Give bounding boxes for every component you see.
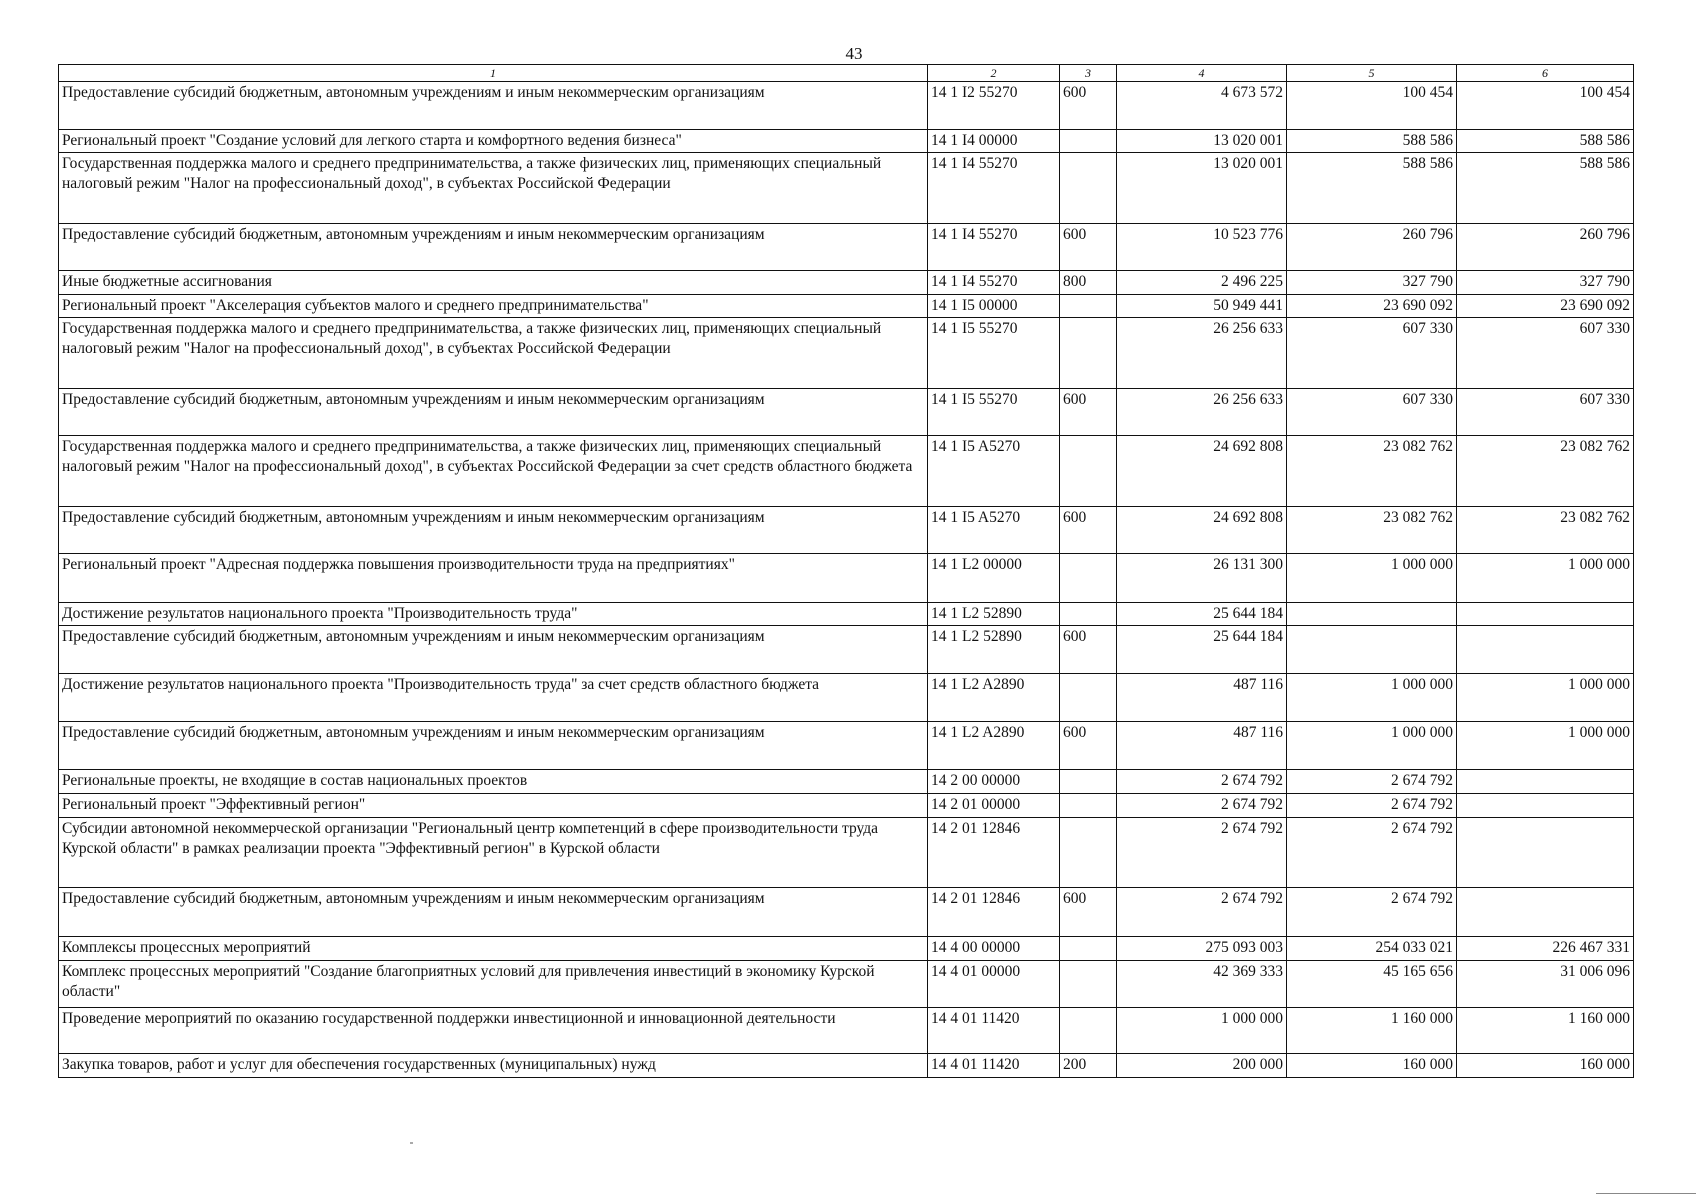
row-value-6: 23 082 762: [1457, 507, 1634, 554]
row-value-6: [1457, 888, 1634, 937]
row-value-6: 31 006 096: [1457, 961, 1634, 1008]
row-name: Закупка товаров, работ и услуг для обеспечения государственных (муниципальных) нужд: [59, 1054, 928, 1078]
row-name: Государственная поддержка малого и среднего предпринимательства, а также физических лиц, применяющих специальный налоговый режим "Налог на профессиональный доход", в субъектах Российской Федерации: [59, 153, 928, 224]
budget-table: [58, 64, 1634, 1078]
row-name: Предоставление субсидий бюджетным, автономным учреждениям и иным некоммерческим организациям: [59, 722, 928, 770]
row-value-5: 1 000 000: [1287, 674, 1457, 722]
row-value-5: 2 674 792: [1287, 888, 1457, 937]
row-code: 14 4 01 11420: [928, 1054, 1060, 1078]
row-value-5: 160 000: [1287, 1054, 1457, 1078]
row-value-5: 1 000 000: [1287, 722, 1457, 770]
table-row: [59, 722, 1634, 770]
row-code: 14 2 01 12846: [928, 888, 1060, 937]
row-value-6: 260 796: [1457, 224, 1634, 271]
row-value-4: 2 674 792: [1117, 888, 1287, 937]
row-name: Предоставление субсидий бюджетным, автономным учреждениям и иным некоммерческим организациям: [59, 888, 928, 937]
row-value-4: 2 674 792: [1117, 794, 1287, 818]
row-value-5: 1 000 000: [1287, 554, 1457, 603]
row-name: Субсидии автономной некоммерческой организации "Региональный центр компетенций в сфере производительности труда Курской области" в рамках реализации проекта "Эффективный регион" в Курской области: [59, 818, 928, 888]
row-value-5: 607 330: [1287, 318, 1457, 389]
row-value-4: 2 496 225: [1117, 271, 1287, 295]
row-value-5: 588 586: [1287, 130, 1457, 153]
row-value-4: 25 644 184: [1117, 626, 1287, 674]
row-expense-type: [1060, 318, 1117, 389]
row-expense-type: [1060, 818, 1117, 888]
table-row: [59, 794, 1634, 818]
row-expense-type: 600: [1060, 626, 1117, 674]
table-row: [59, 318, 1634, 389]
row-expense-type: 600: [1060, 722, 1117, 770]
row-value-4: 26 256 633: [1117, 389, 1287, 436]
row-value-5: 2 674 792: [1287, 770, 1457, 794]
row-code: 14 1 I4 55270: [928, 224, 1060, 271]
table-row: [59, 436, 1634, 507]
row-code: 14 1 L2 A2890: [928, 722, 1060, 770]
row-value-6: 1 160 000: [1457, 1008, 1634, 1054]
row-value-6: [1457, 603, 1634, 626]
row-value-4: 4 673 572: [1117, 82, 1287, 130]
row-name: Проведение мероприятий по оказанию государственной поддержки инвестиционной и инновационной деятельности: [59, 1008, 928, 1054]
table-row: [59, 224, 1634, 271]
row-expense-type: 600: [1060, 82, 1117, 130]
row-value-6: 327 790: [1457, 271, 1634, 295]
row-code: 14 1 L2 52890: [928, 603, 1060, 626]
row-value-4: 487 116: [1117, 722, 1287, 770]
table-row: [59, 937, 1634, 961]
row-name: Достижение результатов национального проекта "Производительность труда": [59, 603, 928, 626]
row-name: Иные бюджетные ассигнования: [59, 271, 928, 295]
row-name: Региональный проект "Акселерация субъектов малого и среднего предпринимательства": [59, 295, 928, 318]
row-value-5: [1287, 603, 1457, 626]
row-expense-type: 600: [1060, 224, 1117, 271]
row-code: 14 1 I4 55270: [928, 271, 1060, 295]
table-row: [59, 961, 1634, 1008]
header-col-3: 3: [1060, 65, 1117, 82]
table-row: [59, 770, 1634, 794]
header-col-4: 4: [1117, 65, 1287, 82]
row-expense-type: [1060, 674, 1117, 722]
row-expense-type: [1060, 794, 1117, 818]
table-row: [59, 153, 1634, 224]
page-number: 43: [845, 44, 863, 63]
row-expense-type: [1060, 937, 1117, 961]
header-col-6: 6: [1457, 65, 1634, 82]
row-value-6: [1457, 626, 1634, 674]
row-name: Региональный проект "Эффективный регион": [59, 794, 928, 818]
row-value-6: 226 467 331: [1457, 937, 1634, 961]
row-expense-type: 800: [1060, 271, 1117, 295]
row-code: 14 1 I5 A5270: [928, 436, 1060, 507]
row-name: Предоставление субсидий бюджетным, автономным учреждениям и иным некоммерческим организациям: [59, 507, 928, 554]
row-code: 14 2 01 12846: [928, 818, 1060, 888]
row-expense-type: [1060, 770, 1117, 794]
scan-edge-line: [1596, 1193, 1696, 1194]
table-row: [59, 295, 1634, 318]
row-code: 14 4 00 00000: [928, 937, 1060, 961]
row-value-5: 2 674 792: [1287, 794, 1457, 818]
row-value-4: 1 000 000: [1117, 1008, 1287, 1054]
row-value-4: 275 093 003: [1117, 937, 1287, 961]
table-row: [59, 1054, 1634, 1078]
row-code: 14 2 01 00000: [928, 794, 1060, 818]
table-row: [59, 271, 1634, 295]
row-value-5: 100 454: [1287, 82, 1457, 130]
row-name: Предоставление субсидий бюджетным, автономным учреждениям и иным некоммерческим организациям: [59, 389, 928, 436]
row-value-6: 100 454: [1457, 82, 1634, 130]
row-code: 14 2 00 00000: [928, 770, 1060, 794]
row-value-6: [1457, 794, 1634, 818]
row-name: Государственная поддержка малого и среднего предпринимательства, а также физических лиц, применяющих специальный налоговый режим "Налог на профессиональный доход", в субъектах Российской Федерации за счет средств областного бюджета: [59, 436, 928, 507]
row-value-6: 607 330: [1457, 389, 1634, 436]
table-row: [59, 603, 1634, 626]
row-code: 14 1 I2 55270: [928, 82, 1060, 130]
table-row: [59, 554, 1634, 603]
row-value-4: 26 131 300: [1117, 554, 1287, 603]
row-code: 14 1 I4 55270: [928, 153, 1060, 224]
row-code: 14 4 01 11420: [928, 1008, 1060, 1054]
row-expense-type: [1060, 436, 1117, 507]
row-value-4: 2 674 792: [1117, 770, 1287, 794]
row-name: Достижение результатов национального проекта "Производительность труда" за счет средств областного бюджета: [59, 674, 928, 722]
header-col-1: 1: [59, 65, 928, 82]
table-row: [59, 674, 1634, 722]
header-col-5: 5: [1287, 65, 1457, 82]
table-row: [59, 82, 1634, 130]
row-name: Региональные проекты, не входящие в состав национальных проектов: [59, 770, 928, 794]
row-value-6: 1 000 000: [1457, 674, 1634, 722]
row-expense-type: 600: [1060, 888, 1117, 937]
row-name: Комплекс процессных мероприятий "Создание благоприятных условий для привлечения инвестиций в экономику Курской области": [59, 961, 928, 1008]
row-value-5: 260 796: [1287, 224, 1457, 271]
table-row: [59, 626, 1634, 674]
row-value-4: 25 644 184: [1117, 603, 1287, 626]
row-value-6: 1 000 000: [1457, 722, 1634, 770]
row-value-6: [1457, 818, 1634, 888]
row-value-4: 2 674 792: [1117, 818, 1287, 888]
row-value-4: 26 256 633: [1117, 318, 1287, 389]
row-expense-type: [1060, 130, 1117, 153]
row-value-6: 23 690 092: [1457, 295, 1634, 318]
row-value-5: 2 674 792: [1287, 818, 1457, 888]
table-row: [59, 389, 1634, 436]
scan-speck: [410, 1142, 413, 1144]
row-value-5: 23 082 762: [1287, 507, 1457, 554]
row-value-6: 588 586: [1457, 153, 1634, 224]
row-value-4: 10 523 776: [1117, 224, 1287, 271]
row-value-6: 23 082 762: [1457, 436, 1634, 507]
row-name: Предоставление субсидий бюджетным, автономным учреждениям и иным некоммерческим организациям: [59, 82, 928, 130]
row-expense-type: 600: [1060, 389, 1117, 436]
row-value-4: 24 692 808: [1117, 436, 1287, 507]
row-expense-type: 600: [1060, 507, 1117, 554]
header-col-2: 2: [928, 65, 1060, 82]
row-expense-type: [1060, 153, 1117, 224]
row-name: Государственная поддержка малого и среднего предпринимательства, а также физических лиц, применяющих специальный налоговый режим "Налог на профессиональный доход", в субъектах Российской Федерации: [59, 318, 928, 389]
row-code: 14 1 L2 A2890: [928, 674, 1060, 722]
row-value-4: 13 020 001: [1117, 153, 1287, 224]
row-code: 14 1 L2 52890: [928, 626, 1060, 674]
row-value-4: 42 369 333: [1117, 961, 1287, 1008]
row-value-5: 45 165 656: [1287, 961, 1457, 1008]
row-value-6: 1 000 000: [1457, 554, 1634, 603]
row-value-5: 327 790: [1287, 271, 1457, 295]
row-expense-type: [1060, 295, 1117, 318]
row-value-5: 23 082 762: [1287, 436, 1457, 507]
row-name: Региональный проект "Создание условий для легкого старта и комфортного ведения бизнеса": [59, 130, 928, 153]
row-expense-type: [1060, 554, 1117, 603]
row-code: 14 1 I5 00000: [928, 295, 1060, 318]
row-value-4: 487 116: [1117, 674, 1287, 722]
row-expense-type: [1060, 961, 1117, 1008]
row-code: 14 1 I5 A5270: [928, 507, 1060, 554]
row-value-6: 588 586: [1457, 130, 1634, 153]
row-value-4: 200 000: [1117, 1054, 1287, 1078]
header-row: [59, 65, 1634, 82]
row-name: Комплексы процессных мероприятий: [59, 937, 928, 961]
row-name: Предоставление субсидий бюджетным, автономным учреждениям и иным некоммерческим организациям: [59, 626, 928, 674]
table-row: [59, 818, 1634, 888]
row-value-6: [1457, 770, 1634, 794]
table-row: [59, 1008, 1634, 1054]
table-row: [59, 888, 1634, 937]
row-name: Предоставление субсидий бюджетным, автономным учреждениям и иным некоммерческим организациям: [59, 224, 928, 271]
row-value-4: 50 949 441: [1117, 295, 1287, 318]
row-code: 14 1 I5 55270: [928, 389, 1060, 436]
row-code: 14 1 I4 00000: [928, 130, 1060, 153]
row-code: 14 4 01 00000: [928, 961, 1060, 1008]
row-value-5: 588 586: [1287, 153, 1457, 224]
row-value-5: 254 033 021: [1287, 937, 1457, 961]
row-code: 14 1 I5 55270: [928, 318, 1060, 389]
row-value-5: 23 690 092: [1287, 295, 1457, 318]
table-row: [59, 130, 1634, 153]
row-value-5: 607 330: [1287, 389, 1457, 436]
row-value-4: 13 020 001: [1117, 130, 1287, 153]
table-row: [59, 507, 1634, 554]
row-value-6: 160 000: [1457, 1054, 1634, 1078]
row-value-4: 24 692 808: [1117, 507, 1287, 554]
row-expense-type: [1060, 603, 1117, 626]
row-name: Региональный проект "Адресная поддержка повышения производительности труда на предприятиях": [59, 554, 928, 603]
row-expense-type: [1060, 1008, 1117, 1054]
row-code: 14 1 L2 00000: [928, 554, 1060, 603]
row-value-5: 1 160 000: [1287, 1008, 1457, 1054]
row-expense-type: 200: [1060, 1054, 1117, 1078]
row-value-5: [1287, 626, 1457, 674]
row-value-6: 607 330: [1457, 318, 1634, 389]
